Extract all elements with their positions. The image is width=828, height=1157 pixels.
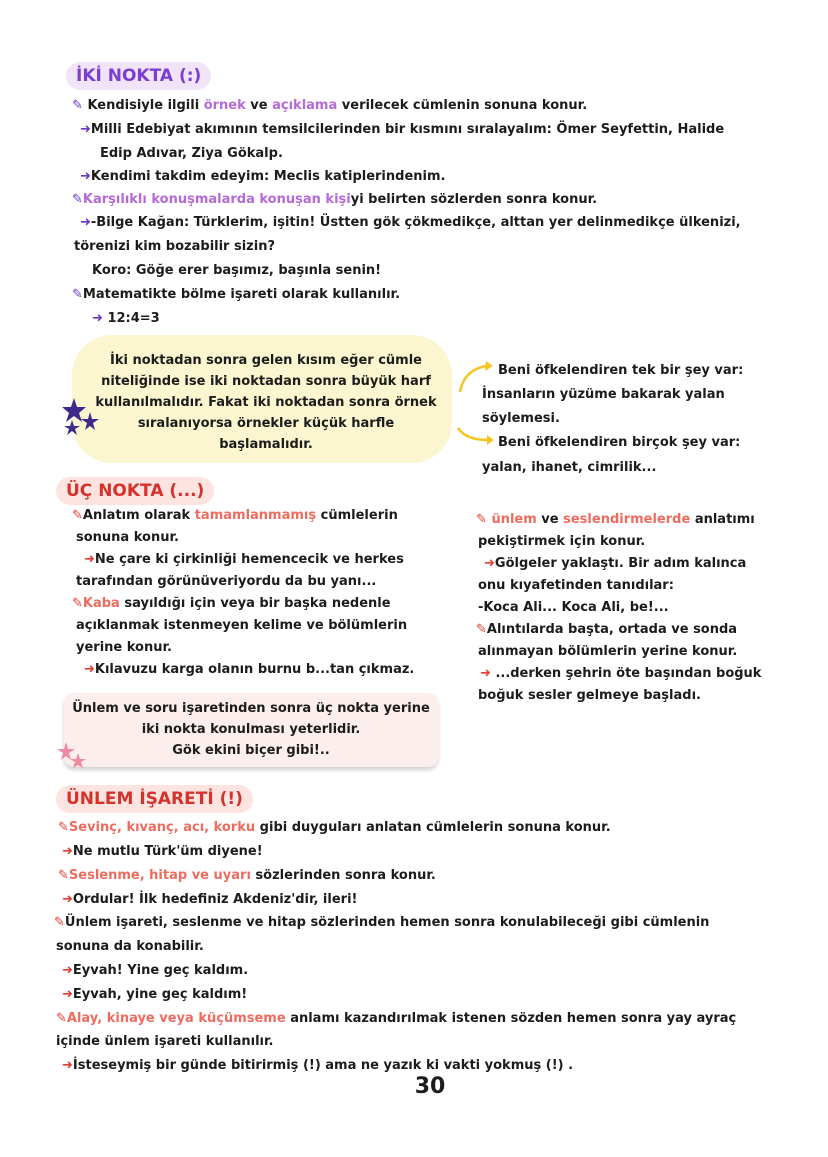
bullet-icon: ✎ (72, 287, 83, 302)
side-example: İnsanların yüzüme bakarak yalan (482, 387, 725, 402)
rule-line: içinde ünlem işareti kullanılır. (56, 1034, 274, 1049)
bullet-icon: ✎ (72, 508, 83, 523)
rule-line: sonuna konur. (76, 530, 179, 545)
curved-arrows-icon (454, 360, 496, 450)
example-line: tarafından görünüveriyordu da bu yanı... (76, 574, 377, 589)
side-example: Beni öfkelendiren tek bir şey var: (498, 363, 744, 378)
example-line: Koro: Göğe erer başımız, başınla senin! (92, 263, 382, 278)
arrow-icon: ➜ (84, 662, 95, 677)
arrow-icon: ➜ (484, 556, 495, 571)
stars-icon (56, 741, 88, 771)
rule-line: ✎ Kendisiyle ilgili örnek ve açıklama verilecek cümlenin sonuna konur. (72, 98, 588, 113)
rule-line: ✎Matematikte bölme işareti olarak kullanılır. (72, 287, 401, 302)
side-example: Beni öfkelendiren birçok şey var: (498, 435, 741, 450)
arrow-icon: ➜ (62, 963, 73, 978)
example-line: ➜ 12:4=3 (92, 311, 160, 326)
rule-line: yerine konur. (76, 640, 172, 655)
arrow-icon: ➜ (80, 122, 91, 137)
rule-line: ✎ ünlem ve seslendirmelerde anlatımı (476, 512, 755, 527)
arrow-icon: ➜ (92, 311, 103, 326)
bullet-icon: ✎ (56, 1011, 67, 1026)
example-line: ➜Eyvah, yine geç kaldım! (62, 987, 248, 1002)
rule-line: açıklanmak istenmeyen kelime ve bölümlerin (76, 618, 408, 633)
arrow-icon: ➜ (480, 666, 491, 681)
example-line: ➜Kılavuzu karga olanın burnu b...tan çıkmaz. (84, 662, 415, 677)
bullet-icon: ✎ (476, 622, 487, 637)
rule-line: ✎Sevinç, kıvanç, acı, korku gibi duyguları anlatan cümlelerin sonuna konur. (58, 820, 611, 835)
bullet-icon: ✎ (58, 868, 69, 883)
section-title-unlem: ÜNLEM İŞARETİ (!) (56, 785, 253, 813)
note-text: İki noktadan sonra gelen kısım eğer cümle niteliğinde ise iki noktadan sonra büyük harf kullanılmalıdır. Fakat iki noktadan sonra örnek sıralanıyorsa örnekler küçük harfle başlamalıdır. (95, 353, 437, 452)
rule-line: ✎Anlatım olarak tamamlanmamış cümlelerin (72, 508, 398, 523)
rule-line: sonuna da konabilir. (56, 939, 204, 954)
example-line: -Koca Ali... Koca Ali, be!... (478, 600, 669, 615)
side-example: yalan, ihanet, cimrilik... (482, 460, 657, 475)
bullet-icon: ✎ (72, 98, 83, 113)
arrow-icon: ➜ (62, 892, 73, 907)
example-line: boğuk sesler gelmeye başladı. (478, 688, 701, 703)
section-title-iki-nokta: İKİ NOKTA (:) (66, 62, 211, 90)
arrow-icon: ➜ (62, 844, 73, 859)
note-text: Ünlem ve soru işaretinden sonra üç nokta yerine iki nokta konulması yeterlidir. Gök ekini biçer gibi!.. (72, 701, 430, 758)
rule-line: ✎Alay, kinaye veya küçümseme anlamı kazandırılmak istenen sözden hemen sonra yay ayraç (56, 1011, 737, 1026)
rule-line: ✎Seslenme, hitap ve uyarı sözlerinden sonra konur. (58, 868, 436, 883)
bullet-icon: ✎ (72, 596, 83, 611)
example-line: ➜Kendimi takdim edeyim: Meclis katiplerindenim. (80, 169, 446, 184)
stars-icon (60, 396, 104, 438)
example-line: ➜Ne mutlu Türk'üm diyene! (62, 844, 263, 859)
example-line: törenizi kim bozabilir sizin? (74, 239, 276, 254)
example-line: ➜-Bilge Kağan: Türklerim, işitin! Üstten gök çökmedikçe, alttan yer delinmedikçe ülkenizi, (80, 215, 741, 230)
arrow-icon: ➜ (80, 215, 91, 230)
example-line: ➜Gölgeler yaklaştı. Bir adım kalınca (484, 556, 747, 571)
example-line: onu kıyafetinden tanıdılar: (478, 578, 674, 593)
example-line: ➜Milli Edebiyat akımının temsilcilerinden bir kısmını sıralayalım: Ömer Seyfettin, Halide (80, 122, 725, 137)
arrow-icon: ➜ (84, 552, 95, 567)
arrow-icon: ➜ (62, 1058, 73, 1073)
example-line: ➜ ...derken şehrin öte başından boğuk (480, 666, 762, 681)
section-title-uc-nokta: ÜÇ NOKTA (...) (56, 477, 214, 505)
rule-line: ✎Kaba sayıldığı için veya bir başka nedenle (72, 596, 391, 611)
example-line: ➜Ne çare ki çirkinliği hemencecik ve herkes (84, 552, 404, 567)
example-line: ➜Eyvah! Yine geç kaldım. (62, 963, 249, 978)
page-number: 30 (414, 1074, 446, 1099)
arrow-icon: ➜ (80, 169, 91, 184)
rule-line: alınmayan bölümlerin yerine konur. (478, 644, 738, 659)
bullet-icon: ✎ (58, 820, 69, 835)
rule-line: ✎Karşılıklı konuşmalarda konuşan kişiyi belirten sözlerden sonra konur. (72, 192, 598, 207)
bullet-icon: ✎ (72, 192, 83, 207)
side-example: söylemesi. (482, 411, 560, 426)
rule-line: ✎Ünlem işareti, seslenme ve hitap sözlerinden hemen sonra konulabileceği gibi cümlenin (54, 915, 710, 930)
example-line: Edip Adıvar, Ziya Gökalp. (100, 146, 283, 161)
bullet-icon: ✎ (54, 915, 65, 930)
example-line: ➜Ordular! İlk hedefiniz Akdeniz'dir, ileri! (62, 892, 358, 907)
bullet-icon: ✎ (476, 512, 487, 527)
example-line: ➜İsteseymiş bir günde bitirirmiş (!) ama ne yazık ki vakti yokmuş (!) . (62, 1058, 574, 1073)
rule-line: pekiştirmek için konur. (478, 534, 646, 549)
rule-line: ✎Alıntılarda başta, ortada ve sonda (476, 622, 738, 637)
arrow-icon: ➜ (62, 987, 73, 1002)
